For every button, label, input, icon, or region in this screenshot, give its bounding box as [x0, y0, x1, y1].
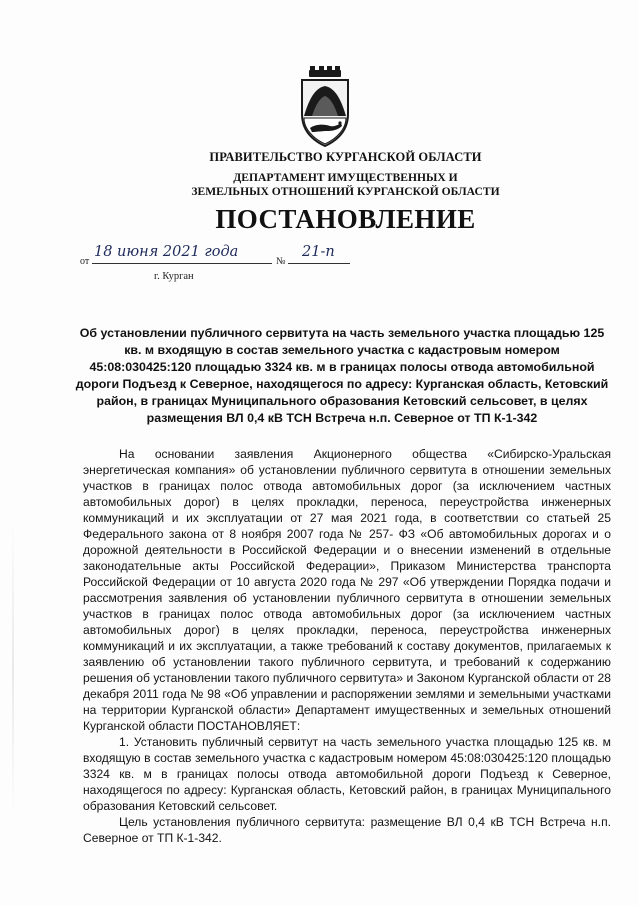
department-name-line2: ЗЕМЕЛЬНЫХ ОТНОШЕНИЙ КУРГАНСКОЙ ОБЛАСТИ: [191, 185, 500, 198]
item-1-paragraph: 1. Установить публичный сервитут на часть земельного участка площадью 125 кв. м входящую в состав земельного участка с кадастровым номером 45:08:030425:120 площадью 3324 кв. м в границах полосы отвода автомобильной дороги Подъезд к Северное, находящегося по адресу: Курганская область, Кетовский район, в границах Муниципального образования Кетовский сельсовет.: [83, 735, 611, 813]
preamble-paragraph: На основании заявления Акционерного общества «Сибирско-Уральская энергетическая компания» об установлении публичного сервитута в отношении земельных участков в границах полос отвода автомобильных дорог (за исключением частных автомобильных дорог) в целях прокладки, переноса, переустройства инженерных коммуникаций и их эксплуатации от 27 мая 2021 года, в соответствии со статьей 25 Федерального закона от 8 ноября 2007 года № 257- ФЗ «Об автомобильных дорогах и о дорожной деятельности в Российской Федерации и о внесении изменений в отдельные законодательные акты Российской Федерации», Приказом Министерства транспорта Российской Федерации от 10 августа 2020 года № 297 «Об утверждении Порядка подачи и рассмотрения заявления об установлении публичного сервитута в отношении земельных участков в границах полос отвода автомобильных дорог (за исключением частных автомобильных дорог) в целях прокладки, переноса, переустройства инженерных коммуникаций и их эксплуатации, а также требований к составу документов, прилагаемых к заявлению об установлении такого публичного сервитута, и требований к содержанию решения об установлении такого публичного сервитута» и Законом Курганской области от 28 декабря 2011 года № 98 «Об управлении и распоряжении землями и земельными участками на территории Курганской области» Департамент имущественных и земельных отношений Курганской области ПОСТАНОВЛЯЕТ:: [83, 447, 611, 733]
resolution-subject: Об установлении публичного сервитута на часть земельного участка площадью 125 кв. м входящую в состав земельного участка с кадастровым номером 45:08:030425:120 площадью 3324 кв. м в границах полосы отвода автомобильной дороги Подъезд к Северное, находящегося по адресу: Курганская область, Кетовский район, в границах Муниципального образования Кетовский сельсовет, в целях размещения ВЛ 0,4 кВ ТСН Встреча н.п. Северное от ТП К-1-342: [75, 326, 609, 425]
purpose-paragraph: Цель установления публичного сервитута: размещение ВЛ 0,4 кВ ТСН Встреча н.п. Северное от ТП К-1-342.: [83, 815, 611, 845]
scan-artifact: [12, 520, 14, 820]
department-name-line1: ДЕПАРТАМЕНТ ИМУЩЕСТВЕННЫХ И: [233, 171, 458, 184]
coat-of-arms-icon: [294, 66, 356, 148]
date-underline: [92, 263, 272, 264]
handwritten-number: 21-п: [302, 244, 335, 260]
resolution-body: [83, 446, 611, 846]
date-prefix: от: [80, 256, 90, 267]
number-prefix: №: [276, 256, 286, 267]
government-name: ПРАВИТЕЛЬСТВО КУРГАНСКОЙ ОБЛАСТИ: [209, 150, 482, 164]
city-name: г. Курган: [154, 271, 194, 282]
handwritten-date: 18 июня 2021 года: [94, 244, 239, 260]
number-underline: [288, 263, 350, 264]
document-type-title: ПОСТАНОВЛЕНИЕ: [215, 204, 476, 234]
